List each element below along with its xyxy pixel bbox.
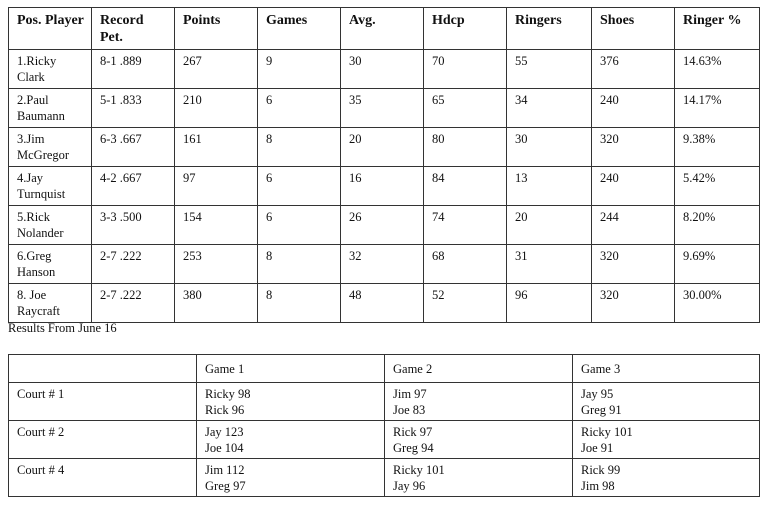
player-score: Greg 94 [393,441,434,455]
court-results-table [8,354,760,497]
cell-games: 8 [258,284,341,323]
court-score-game3 [573,421,760,459]
player-score: Ricky 101 [581,425,633,439]
cell-points: 161 [175,128,258,167]
player-score: Joe 83 [393,403,426,417]
player-score: Joe 91 [581,441,614,455]
table-row [9,50,760,89]
cell-ringer-pct: 14.63% [675,50,760,89]
cell-player: 6.Greg Hanson [9,245,92,284]
col-header-ringers: Ringers [507,8,592,50]
cell-games: 9 [258,50,341,89]
cell-shoes: 376 [592,50,675,89]
cell-record: 8-1 .889 [92,50,175,89]
results-caption: Results From June 16 [8,321,117,335]
col-header-shoes: Shoes [592,8,675,50]
cell-hdcp: 84 [424,167,507,206]
cell-ringers: 96 [507,284,592,323]
col-header-hdcp: Hdcp [424,8,507,50]
cell-shoes: 320 [592,245,675,284]
cell-ringer-pct: 5.42% [675,167,760,206]
cell-player: 5.Rick Nolander [9,206,92,245]
cell-ringers: 31 [507,245,592,284]
court-header-row [9,355,760,383]
court-row [9,421,760,459]
court-score-game2 [385,383,573,421]
cell-points: 154 [175,206,258,245]
col-header-games: Games [258,8,341,50]
cell-ringers: 55 [507,50,592,89]
court-score-game1 [197,383,385,421]
court-score-game3 [573,383,760,421]
player-score: Rick 96 [205,403,245,417]
court-name: Court # 2 [9,421,197,459]
player-score: Jim 98 [581,479,615,493]
col-header-avg: Avg. [341,8,424,50]
cell-shoes: 240 [592,167,675,206]
court-header-blank [9,355,197,383]
cell-avg: 35 [341,89,424,128]
table-row [9,89,760,128]
cell-games: 6 [258,89,341,128]
cell-avg: 32 [341,245,424,284]
cell-hdcp: 52 [424,284,507,323]
player-score: Rick 97 [393,425,433,439]
standings-header-row [9,8,760,50]
cell-record: 2-7 .222 [92,284,175,323]
court-score-game3 [573,459,760,497]
player-score: Jay 123 [205,425,244,439]
standings-table [8,7,760,323]
col-header-ringer-pct: Ringer % [675,8,760,50]
cell-player: 2.Paul Baumann [9,89,92,128]
cell-ringers: 30 [507,128,592,167]
player-score: Jay 96 [393,479,426,493]
cell-hdcp: 68 [424,245,507,284]
cell-shoes: 320 [592,128,675,167]
court-score-game1 [197,421,385,459]
table-row [9,245,760,284]
cell-ringer-pct: 14.17% [675,89,760,128]
player-score: Jay 95 [581,387,614,401]
table-row [9,206,760,245]
cell-record: 5-1 .833 [92,89,175,128]
cell-hdcp: 65 [424,89,507,128]
cell-points: 253 [175,245,258,284]
court-score-game2 [385,459,573,497]
cell-games: 6 [258,206,341,245]
cell-player: 8. Joe Raycraft [9,284,92,323]
col-header-points: Points [175,8,258,50]
court-name: Court # 1 [9,383,197,421]
court-header-game-2: Game 2 [385,355,573,383]
cell-ringers: 13 [507,167,592,206]
player-score: Rick 99 [581,463,621,477]
player-score: Joe 104 [205,441,244,455]
cell-player: 1.Ricky Clark [9,50,92,89]
cell-ringer-pct: 9.38% [675,128,760,167]
cell-record: 6-3 .667 [92,128,175,167]
court-score-game2 [385,421,573,459]
court-row [9,459,760,497]
cell-avg: 16 [341,167,424,206]
player-score: Greg 97 [205,479,246,493]
cell-player: 4.Jay Turnquist [9,167,92,206]
court-header-game-3: Game 3 [573,355,760,383]
cell-avg: 20 [341,128,424,167]
cell-games: 8 [258,128,341,167]
cell-record: 3-3 .500 [92,206,175,245]
cell-shoes: 244 [592,206,675,245]
cell-points: 267 [175,50,258,89]
cell-avg: 30 [341,50,424,89]
cell-games: 6 [258,167,341,206]
cell-ringers: 34 [507,89,592,128]
cell-hdcp: 74 [424,206,507,245]
cell-shoes: 320 [592,284,675,323]
cell-hdcp: 70 [424,50,507,89]
player-score: Jim 112 [205,463,245,477]
cell-games: 8 [258,245,341,284]
court-header-game-1: Game 1 [197,355,385,383]
cell-ringer-pct: 8.20% [675,206,760,245]
cell-points: 380 [175,284,258,323]
cell-points: 210 [175,89,258,128]
cell-avg: 48 [341,284,424,323]
cell-shoes: 240 [592,89,675,128]
cell-points: 97 [175,167,258,206]
court-name: Court # 4 [9,459,197,497]
player-score: Jim 97 [393,387,427,401]
cell-ringer-pct: 9.69% [675,245,760,284]
player-score: Ricky 98 [205,387,251,401]
table-row [9,167,760,206]
cell-ringer-pct: 30.00% [675,284,760,323]
player-score: Ricky 101 [393,463,445,477]
cell-record: 4-2 .667 [92,167,175,206]
col-header-record: Record Pet. [92,8,175,50]
court-score-game1 [197,459,385,497]
court-row [9,383,760,421]
cell-ringers: 20 [507,206,592,245]
table-row [9,128,760,167]
player-score: Greg 91 [581,403,622,417]
cell-avg: 26 [341,206,424,245]
cell-hdcp: 80 [424,128,507,167]
cell-record: 2-7 .222 [92,245,175,284]
table-row [9,284,760,323]
col-header-player: Pos. Player [9,8,92,50]
cell-player: 3.Jim McGregor [9,128,92,167]
